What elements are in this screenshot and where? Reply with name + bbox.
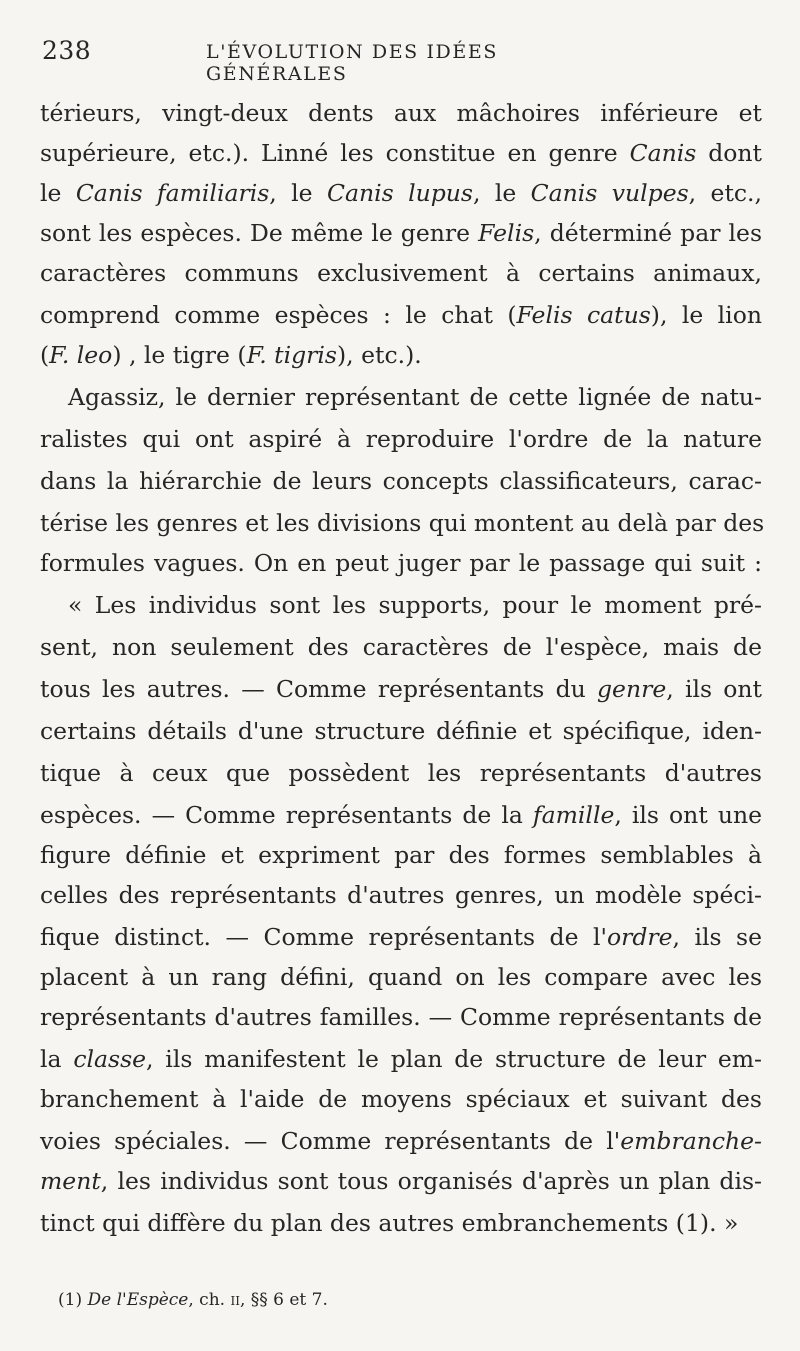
text-segment: F. tigris	[246, 341, 337, 369]
text-segment: ordre	[606, 923, 673, 951]
text-segment: F. leo	[49, 341, 113, 369]
text-segment: Canis	[629, 139, 697, 167]
text-line	[40, 880, 762, 910]
text-line	[40, 98, 762, 128]
text-segment: « Les individus sont les supports, pour le moment pré-	[68, 591, 762, 619]
text-line	[40, 424, 762, 454]
text-segment: , ils ont	[666, 675, 762, 703]
text-segment: ralistes qui ont aspiré à reproduire l'ordre de la nature	[40, 425, 762, 453]
text-segment: genre	[597, 675, 667, 703]
text-line	[40, 922, 762, 952]
text-line	[40, 258, 762, 288]
text-segment: celles des représentants d'autres genres, un modèle spéci-	[40, 881, 762, 909]
text-line	[40, 218, 762, 248]
footnote	[58, 1288, 758, 1312]
text-segment: (	[40, 341, 50, 369]
text-line	[40, 674, 762, 704]
text-line	[68, 590, 762, 620]
text-segment: dont	[696, 139, 762, 167]
text-segment: tous les autres. — Comme représentants du	[40, 675, 597, 703]
text-segment: fique distinct. — Comme représentants de l'	[40, 923, 607, 951]
footnote-segment: , §§ 6 et 7.	[239, 1290, 328, 1310]
text-line	[40, 1084, 762, 1114]
text-segment: Agassiz, le dernier représentant de cette lignée de natu-	[68, 383, 762, 411]
text-segment: tique à ceux que possèdent les représentants d'autres	[40, 759, 762, 787]
text-segment: embranche-	[620, 1127, 762, 1155]
text-segment: , etc.,	[688, 179, 762, 207]
text-segment: représentants d'autres familles. — Comme représentants de	[40, 1003, 762, 1031]
page-header	[40, 34, 762, 85]
text-segment: Canis lupus	[326, 179, 473, 207]
text-segment: figure définie et expriment par des formes semblables à	[40, 841, 762, 869]
text-segment: ), etc.).	[337, 341, 422, 369]
text-segment: espèces. — Comme représentants de la	[40, 801, 533, 829]
text-segment: branchement à l'aide de moyens spéciaux et suivant des	[40, 1085, 762, 1113]
text-line	[40, 178, 762, 208]
text-segment: supérieure, etc.). Linné les constitue en genre	[40, 139, 630, 167]
text-segment: ) , le tigre (	[112, 341, 247, 369]
footnote-segment: ii	[230, 1290, 240, 1310]
footnote-segment: (1)	[58, 1290, 88, 1310]
running-title: L'ÉVOLUTION DES IDÉES GÉNÉRALES	[206, 41, 498, 85]
text-segment: voies spéciales. — Comme représentants de l'	[40, 1127, 621, 1155]
text-segment: , déterminé par les	[534, 219, 763, 247]
text-segment: térieurs, vingt-deux dents aux mâchoires inférieure et	[40, 99, 762, 127]
text-line	[68, 382, 762, 412]
text-line	[40, 548, 762, 578]
text-segment: famille	[532, 801, 615, 829]
text-segment: certains détails d'une structure définie et spécifique, iden-	[40, 717, 762, 745]
text-segment: Felis catus	[516, 301, 651, 329]
text-line	[40, 300, 762, 330]
text-segment: dans la hiérarchie de leurs concepts classificateurs, carac-	[40, 467, 762, 495]
text-line	[40, 632, 762, 662]
text-line	[40, 1002, 762, 1032]
text-segment: placent à un rang défini, quand on les compare avec les	[40, 963, 762, 991]
text-segment: , ils se	[672, 923, 763, 951]
text-segment: , ils manifestent le plan de structure de leur em-	[146, 1045, 762, 1073]
text-line	[40, 466, 762, 496]
text-segment: caractères communs exclusivement à certains animaux,	[40, 259, 762, 287]
text-segment: térise les genres et les divisions qui montent au delà par des	[40, 509, 765, 537]
footnote-segment: , ch.	[188, 1290, 231, 1310]
text-segment: , ils ont une	[614, 801, 762, 829]
text-line	[40, 716, 762, 746]
text-segment: , le	[269, 179, 327, 207]
text-line	[40, 340, 762, 370]
footnote-segment: De l'Espèce	[87, 1290, 189, 1310]
text-segment: , les individus sont tous organisés d'après un plan dis-	[100, 1167, 762, 1195]
text-line	[40, 840, 762, 870]
text-line	[40, 962, 762, 992]
text-segment: , le	[472, 179, 531, 207]
text-segment: ment	[40, 1167, 101, 1195]
page-number: 238	[42, 36, 92, 65]
text-segment: Felis	[478, 219, 535, 247]
text-segment: sent, non seulement des caractères de l'espèce, mais de	[40, 633, 762, 661]
text-segment: la	[40, 1045, 74, 1073]
text-line	[40, 1126, 762, 1156]
text-segment: le	[40, 179, 76, 207]
text-line	[40, 1044, 762, 1074]
text-segment: sont les espèces. De même le genre	[40, 219, 479, 247]
text-segment: comprend comme espèces : le chat (	[40, 301, 517, 329]
text-line	[40, 800, 762, 830]
text-line	[40, 508, 765, 538]
text-line	[40, 758, 762, 788]
text-segment: ), le lion	[650, 301, 762, 329]
text-line	[40, 1166, 762, 1196]
text-segment: formules vagues. On en peut juger par le passage qui suit :	[40, 549, 762, 577]
text-segment: Canis familiaris	[75, 179, 270, 207]
text-segment: classe	[73, 1045, 147, 1073]
text-segment: Canis vulpes	[530, 179, 689, 207]
text-line	[40, 1208, 762, 1238]
text-segment: tinct qui diffère du plan des autres embranchements (1). »	[40, 1209, 739, 1237]
text-line	[40, 138, 762, 168]
